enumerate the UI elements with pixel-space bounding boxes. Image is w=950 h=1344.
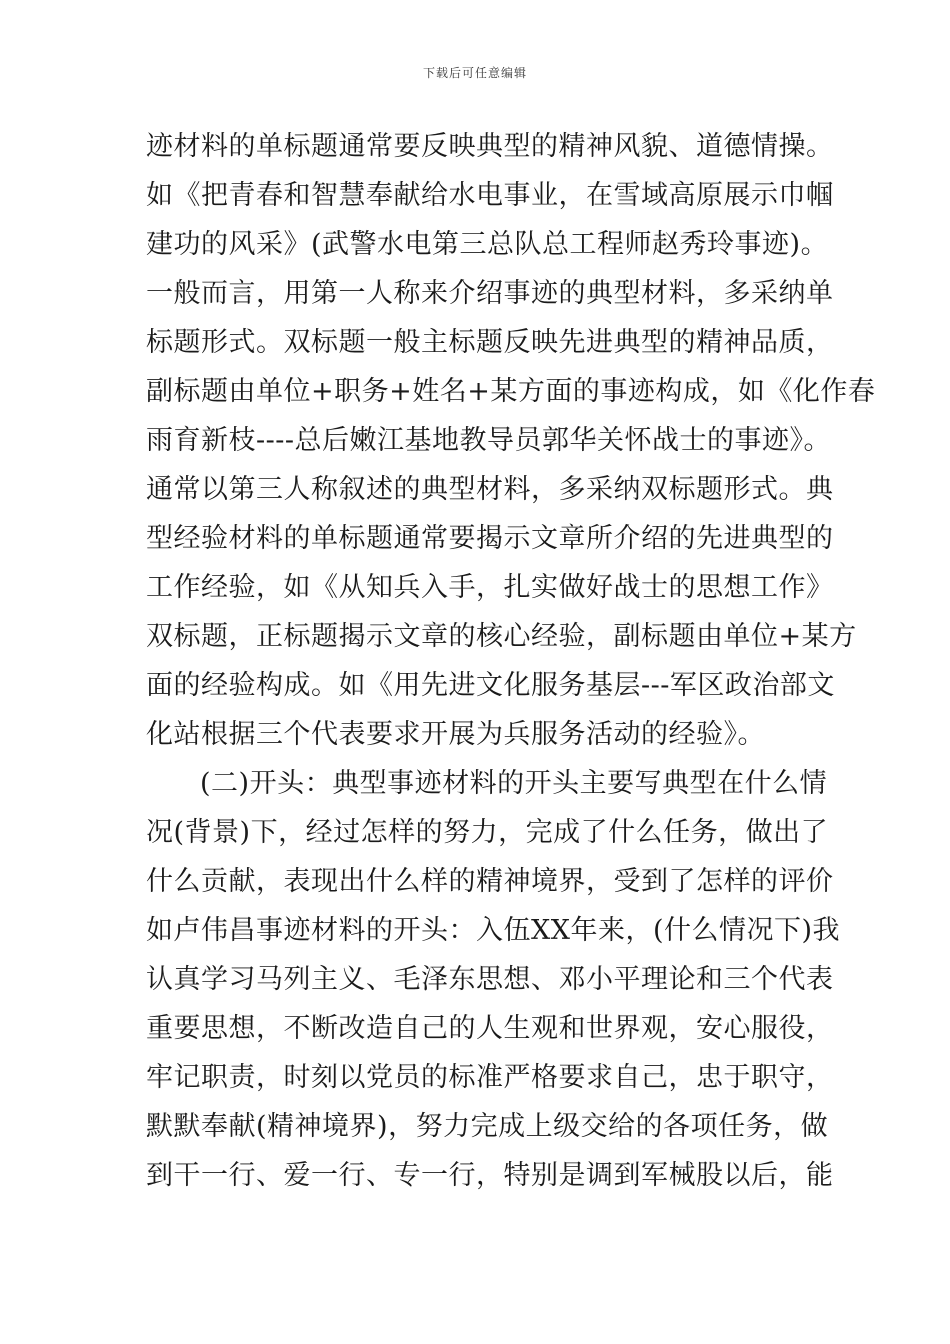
text-line: 认真学习马列主义、毛泽东思想、邓小平理论和三个代表 [146,964,834,995]
text-line: 如卢伟昌事迹材料的开头：入伍XX年来，(什么情况下)我 [146,915,841,946]
text-line: 化站根据三个代表要求开展为兵服务活动的经验》。 [146,719,765,750]
text-line: 默默奉献(精神境界)，努力完成上级交给的各项任务，做 [146,1111,829,1142]
text-line: 双标题，正标题揭示文章的核心经验，副标题由单位+某方 [146,621,857,652]
text-line: 一般而言，用第一人称来介绍事迹的典型材料，多采纳单 [146,278,834,309]
text-line: 况(背景)下，经过怎样的努力，完成了什么任务，做出了 [146,817,829,848]
text-line: 如《把青春和智慧奉献给水电事业，在雪域高原展示巾帼 [146,180,834,211]
text-line: 通常以第三人称叙述的典型材料，多采纳双标题形式。典 [146,474,834,505]
section-heading-line: (二)开头：典型事迹材料的开头主要写典型在什么情 [200,768,828,799]
text-line: 迹材料的单标题通常要反映典型的精神风貌、道德情操。 [146,131,834,162]
text-line: 牢记职责，时刻以党员的标准严格要求自己，忠于职守， [146,1062,834,1093]
text-line: 雨育新枝----总后嫩江基地教导员郭华关怀战士的事迹》。 [146,425,831,456]
body-text [146,122,876,1200]
text-line: 什么贡献，表现出什么样的精神境界，受到了怎样的评价 [146,866,834,897]
text-line: 副标题由单位+职务+姓名+某方面的事迹构成，如《化作春 [146,376,876,407]
text-line: 工作经验，如《从知兵入手，扎实做好战士的思想工作》 [146,572,834,603]
text-line: 面的经验构成。如《用先进文化服务基层---军区政治部文 [146,670,835,701]
text-line: 标题形式。双标题一般主标题反映先进典型的精神品质， [146,327,834,358]
text-line: 型经验材料的单标题通常要揭示文章所介绍的先进典型的 [146,523,834,554]
text-line: 到干一行、爱一行、专一行，特别是调到军械股以后，能 [146,1160,834,1191]
page-header: 下载后可任意编辑 [422,66,527,80]
text-line: 重要思想，不断改造自己的人生观和世界观，安心服役， [146,1013,834,1044]
text-line: 建功的风采》(武警水电第三总队总工程师赵秀玲事迹)。 [146,229,829,260]
